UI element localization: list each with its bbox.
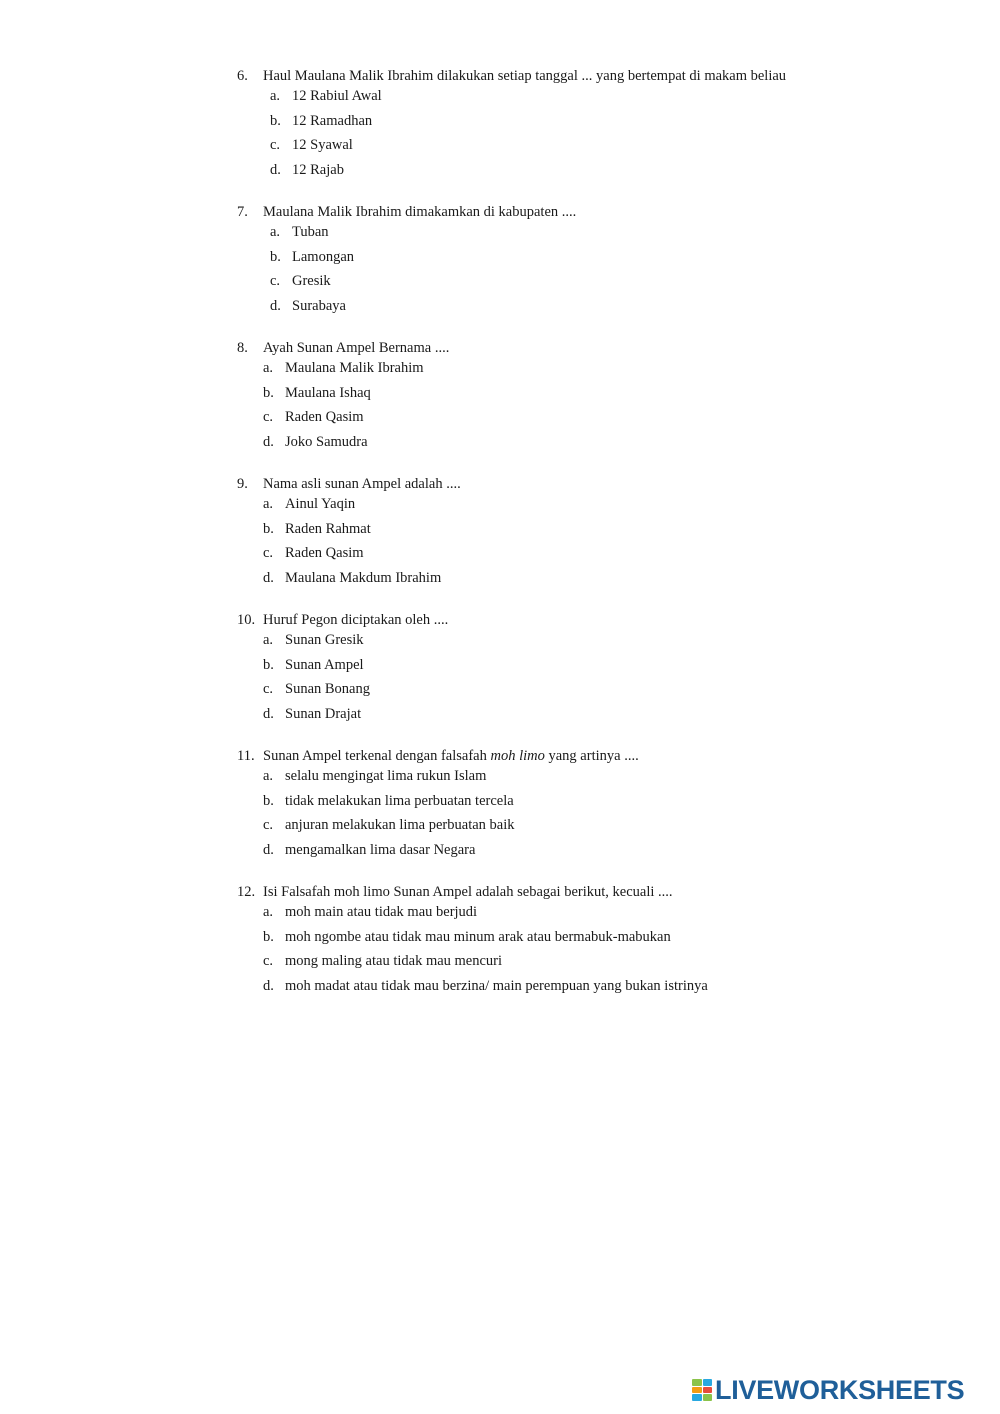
option-d[interactable]: [263, 432, 449, 452]
question-text: Sunan Ampel terkenal dengan falsafah: [263, 748, 491, 764]
option-text: 12 Ramadhan: [292, 112, 373, 129]
option-text: Raden Qasim: [285, 409, 364, 426]
option-text: mengamalkan lima dasar Negara: [285, 841, 476, 858]
brand-wordmark: LIVEWORKSHEETS: [715, 1375, 965, 1405]
option-text: Maulana Ishaq: [285, 384, 371, 401]
option-text: Lamongan: [292, 248, 355, 265]
option-a[interactable]: [263, 766, 639, 786]
option-text: anjuran melakukan lima perbuatan baik: [285, 817, 515, 834]
option-text: 12 Syawal: [292, 137, 353, 154]
option-text: moh ngombe atau tidak mau minum arak atau bermabuk-mabukan: [285, 928, 671, 945]
option-text: moh madat atau tidak mau berzina/ main perempuan yang bukan istrinya: [285, 977, 708, 994]
question-text-end: yang artinya ....: [544, 748, 639, 764]
option-text: moh main atau tidak mau berjudi: [285, 904, 478, 920]
option-text: selalu mengingat lima rukun Islam: [285, 768, 487, 784]
question-stem: [237, 202, 576, 222]
option-b[interactable]: [263, 791, 639, 811]
option-d[interactable]: [263, 976, 708, 996]
option-text: Ainul Yaqin: [285, 496, 356, 512]
question-text: Ayah Sunan Ampel Bernama ....: [263, 340, 450, 356]
question-number: 6.: [237, 68, 248, 84]
option-letter: a.: [263, 496, 274, 512]
option-letter: b.: [263, 384, 274, 401]
liveworksheets-logo-icon: [692, 1379, 712, 1401]
option-b[interactable]: [263, 383, 449, 403]
option-c[interactable]: [263, 407, 449, 427]
option-text: 12 Rabiul Awal: [292, 88, 382, 104]
option-letter: c.: [263, 681, 274, 698]
option-letter: a.: [270, 224, 281, 240]
question-7: [237, 202, 576, 316]
question-number: 8.: [237, 340, 248, 356]
question-stem: [237, 746, 639, 766]
question-stem: [237, 338, 449, 358]
option-text: Surabaya: [292, 297, 346, 314]
question-6: [237, 66, 786, 180]
liveworksheets-brand[interactable]: [692, 1377, 990, 1403]
option-text: Tuban: [292, 224, 329, 240]
option-letter: c.: [263, 545, 274, 562]
option-a[interactable]: [270, 86, 786, 106]
option-letter: b.: [263, 656, 274, 673]
option-b[interactable]: [270, 247, 576, 267]
option-c[interactable]: [263, 815, 639, 835]
question-stem: [237, 66, 786, 86]
option-letter: c.: [263, 817, 274, 834]
option-d[interactable]: [270, 160, 786, 180]
option-letter: b.: [263, 928, 274, 945]
option-text: Sunan Gresik: [285, 632, 364, 648]
option-letter: d.: [270, 161, 281, 178]
option-text: Maulana Makdum Ibrahim: [285, 569, 442, 586]
option-b[interactable]: [263, 655, 448, 675]
option-d[interactable]: [263, 704, 448, 724]
option-b[interactable]: [270, 111, 786, 131]
option-letter: c.: [270, 273, 281, 290]
option-c[interactable]: [263, 951, 708, 971]
option-letter: a.: [263, 360, 274, 376]
question-8: [237, 338, 449, 452]
option-c[interactable]: [263, 679, 448, 699]
question-number: 11.: [237, 748, 255, 764]
option-b[interactable]: [263, 927, 708, 947]
option-c[interactable]: [263, 543, 461, 563]
option-letter: a.: [270, 88, 281, 104]
option-c[interactable]: [270, 271, 576, 291]
option-letter: b.: [270, 248, 281, 265]
question-text: Isi Falsafah moh limo Sunan Ampel adalah sebagai berikut, kecuali ....: [263, 884, 673, 900]
option-letter: d.: [263, 569, 274, 586]
question-12: [237, 882, 708, 996]
option-letter: d.: [263, 977, 274, 994]
question-text: Haul Maulana Malik Ibrahim dilakukan setiap tanggal ... yang bertempat di makam beliau: [263, 68, 787, 84]
option-letter: d.: [263, 433, 274, 450]
option-letter: d.: [263, 705, 274, 722]
option-a[interactable]: [270, 222, 576, 242]
option-letter: d.: [263, 841, 274, 858]
option-d[interactable]: [270, 296, 576, 316]
option-a[interactable]: [263, 494, 461, 514]
question-text: Nama asli sunan Ampel adalah ....: [263, 476, 461, 492]
option-text: mong maling atau tidak mau mencuri: [285, 953, 503, 970]
option-a[interactable]: [263, 358, 449, 378]
option-text: Sunan Bonang: [285, 681, 370, 698]
option-letter: a.: [263, 768, 274, 784]
question-9: [237, 474, 461, 588]
option-text: Sunan Ampel: [285, 656, 364, 673]
option-letter: a.: [263, 904, 274, 920]
option-c[interactable]: [270, 135, 786, 155]
option-text: Raden Qasim: [285, 545, 364, 562]
option-text: 12 Rajab: [292, 161, 344, 178]
question-text: Maulana Malik Ibrahim dimakamkan di kabupaten ....: [263, 204, 577, 220]
question-11: [237, 746, 639, 860]
option-letter: b.: [263, 520, 274, 537]
option-b[interactable]: [263, 519, 461, 539]
option-text: tidak melakukan lima perbuatan tercela: [285, 792, 514, 809]
option-letter: c.: [270, 137, 281, 154]
question-number: 7.: [237, 204, 248, 220]
question-number: 10.: [237, 612, 256, 628]
option-text: Maulana Malik Ibrahim: [285, 360, 424, 376]
question-number: 12.: [237, 884, 256, 900]
question-10: [237, 610, 448, 724]
option-a[interactable]: [263, 630, 448, 650]
option-a[interactable]: [263, 902, 708, 922]
question-number: 9.: [237, 476, 248, 492]
option-text: Sunan Drajat: [285, 705, 362, 722]
option-letter: a.: [263, 632, 274, 648]
question-stem: [237, 474, 461, 494]
option-letter: b.: [270, 112, 281, 129]
question-stem: [237, 610, 448, 630]
option-text: Gresik: [292, 273, 331, 290]
option-letter: d.: [270, 297, 281, 314]
option-text: Joko Samudra: [285, 433, 368, 450]
option-text: Raden Rahmat: [285, 520, 371, 537]
option-d[interactable]: [263, 568, 461, 588]
option-letter: b.: [263, 792, 274, 809]
question-stem: [237, 882, 708, 902]
option-letter: c.: [263, 953, 274, 970]
option-letter: c.: [263, 409, 274, 426]
option-d[interactable]: [263, 840, 639, 860]
question-text-italic: moh limo: [490, 748, 545, 764]
question-text: Huruf Pegon diciptakan oleh ....: [263, 612, 449, 628]
